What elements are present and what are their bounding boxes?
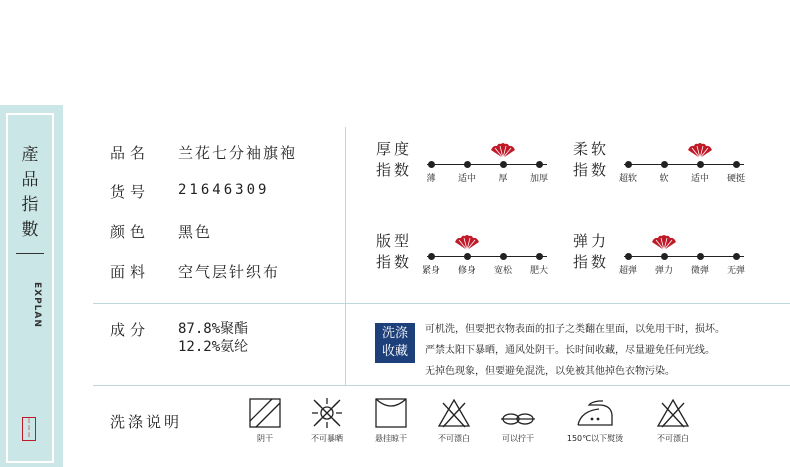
- care-item: [230, 397, 300, 444]
- no-bleach-icon: [656, 397, 690, 429]
- selected-marker-icon: [454, 235, 480, 251]
- scale-title-line: 弹力: [573, 232, 610, 250]
- shade-dry-icon: [248, 397, 282, 429]
- selected-marker-icon: [490, 143, 516, 159]
- elasticity-scale: [618, 247, 746, 276]
- scale-title-line: 指数: [573, 161, 610, 179]
- scale-dot: [661, 253, 668, 260]
- care-item: [356, 397, 426, 444]
- scale-dot: [733, 161, 740, 168]
- scale-tick-label: 适中: [690, 174, 710, 184]
- scale-title: [376, 231, 412, 273]
- scale-title: [573, 139, 609, 181]
- scale-tick-label: 紧身: [421, 266, 441, 276]
- selected-marker-icon: [687, 143, 713, 159]
- hang-dry-icon: [374, 397, 408, 429]
- scale-tick-label: 超软: [618, 174, 638, 184]
- scale-title: [376, 139, 412, 181]
- care-label: 阴干: [257, 434, 273, 443]
- seal-stamp-icon: ▯ ▯ ▯: [22, 417, 36, 441]
- sidebar-title: [8, 143, 52, 243]
- selected-marker-icon: [651, 235, 677, 251]
- scale-title: [573, 231, 609, 273]
- fabric-label: 面料: [110, 263, 151, 281]
- scale-line: [624, 256, 744, 257]
- scale-tick-label: 适中: [457, 174, 477, 184]
- color-value: 黑色: [178, 223, 213, 241]
- fit-scale: [421, 247, 549, 276]
- product-info-card: [0, 105, 790, 467]
- scale-title-line: 指数: [376, 161, 413, 179]
- care-note: 严禁太阳下暴晒，通风处阴干。长时间收藏，尽量避免任何光线。: [425, 345, 715, 356]
- no-sun-icon: [307, 397, 347, 429]
- badge-line: 收藏: [381, 344, 408, 359]
- composition-label: 成分: [110, 321, 151, 339]
- care-item: [483, 397, 553, 444]
- scale-dot: [697, 253, 704, 260]
- scale-line: [624, 164, 744, 165]
- no-bleach-icon: [437, 397, 471, 429]
- composition-line: 87.8%聚酯: [178, 321, 249, 337]
- thickness-scale: [427, 155, 547, 183]
- care-item: [553, 397, 637, 444]
- scale-title-line: 厚度: [376, 140, 413, 158]
- color-label: 颜色: [110, 223, 151, 241]
- wring-icon: [498, 397, 538, 429]
- sidebar-title-char: 指: [21, 195, 39, 215]
- scale-dot: [625, 161, 632, 168]
- scale-tick-label: 加厚: [529, 174, 549, 184]
- scale-dot: [536, 253, 543, 260]
- wash-store-badge: [375, 323, 415, 363]
- care-label: 不可暴晒: [311, 434, 343, 443]
- scale-dot: [733, 253, 740, 260]
- scale-dot: [536, 161, 543, 168]
- care-item: [292, 397, 362, 444]
- care-item: [638, 397, 708, 444]
- divider-horizontal: [93, 303, 790, 304]
- sidebar-title-char: 數: [21, 220, 39, 240]
- scale-tick-label: 宽松: [493, 266, 513, 276]
- care-item: [419, 397, 489, 444]
- scale-dot: [464, 161, 471, 168]
- scale-dot: [697, 161, 704, 168]
- divider-vertical: [345, 127, 346, 303]
- care-title: 洗涤说明: [110, 413, 183, 431]
- divider-vertical: [345, 303, 346, 385]
- scale-dot: [661, 161, 668, 168]
- care-note: 可机洗，但要把衣物表面的扣子之类翻在里面，以免用干时，损坏。: [425, 324, 725, 335]
- divider-horizontal: [93, 385, 790, 386]
- care-label: 150℃以下熨烫: [566, 434, 624, 443]
- scale-dot: [625, 253, 632, 260]
- scale-tick-label: 无弹: [726, 266, 746, 276]
- scale-dot: [464, 253, 471, 260]
- info-panel: [63, 105, 790, 467]
- scale-tick-label: 软: [659, 174, 669, 184]
- care-label: 可以拧干: [502, 434, 534, 443]
- scale-tick-label: 硬挺: [726, 174, 746, 184]
- scale-dot: [428, 253, 435, 260]
- scale-tick-label: 肥大: [529, 266, 549, 276]
- scale-tick-label: 修身: [457, 266, 477, 276]
- softness-scale: [618, 155, 746, 184]
- scale-tick-label: 微弹: [690, 266, 710, 276]
- sidebar-label: [6, 113, 54, 463]
- iron-icon: [575, 397, 615, 429]
- scale-dot: [428, 161, 435, 168]
- scale-title-line: 指数: [376, 253, 413, 271]
- care-label: 悬挂晾干: [375, 434, 407, 443]
- sidebar-title-char: 品: [21, 170, 39, 190]
- scale-line: [427, 256, 547, 257]
- sidebar-title-char: 產: [21, 145, 39, 165]
- care-label: 不可漂白: [657, 434, 689, 443]
- scale-tick-label: 薄: [426, 174, 436, 184]
- sku-label: 货号: [110, 183, 151, 201]
- scale-dot: [500, 253, 507, 260]
- sidebar-subtitle: EXPLAN: [32, 282, 42, 328]
- scale-title-line: 指数: [573, 253, 610, 271]
- sku-value: 21646309: [178, 182, 270, 198]
- scale-dot: [500, 161, 507, 168]
- product-name-label: 品名: [110, 144, 151, 162]
- scale-title-line: 版型: [376, 232, 413, 250]
- product-name-value: 兰花七分袖旗袍: [178, 144, 298, 162]
- scale-tick-label: 厚: [498, 174, 508, 184]
- scale-line: [427, 164, 547, 165]
- scale-title-line: 柔软: [573, 140, 610, 158]
- care-label: 不可漂白: [438, 434, 470, 443]
- fabric-value: 空气层针织布: [178, 263, 281, 281]
- scale-tick-label: 弹力: [654, 266, 674, 276]
- composition-line: 12.2%氨纶: [178, 339, 249, 355]
- sidebar-divider: [16, 253, 44, 254]
- care-note: 无掉色现象，但要避免混洗，以免被其他掉色衣物污染。: [425, 366, 675, 377]
- scale-tick-label: 超弹: [618, 266, 638, 276]
- badge-line: 洗涤: [381, 326, 408, 341]
